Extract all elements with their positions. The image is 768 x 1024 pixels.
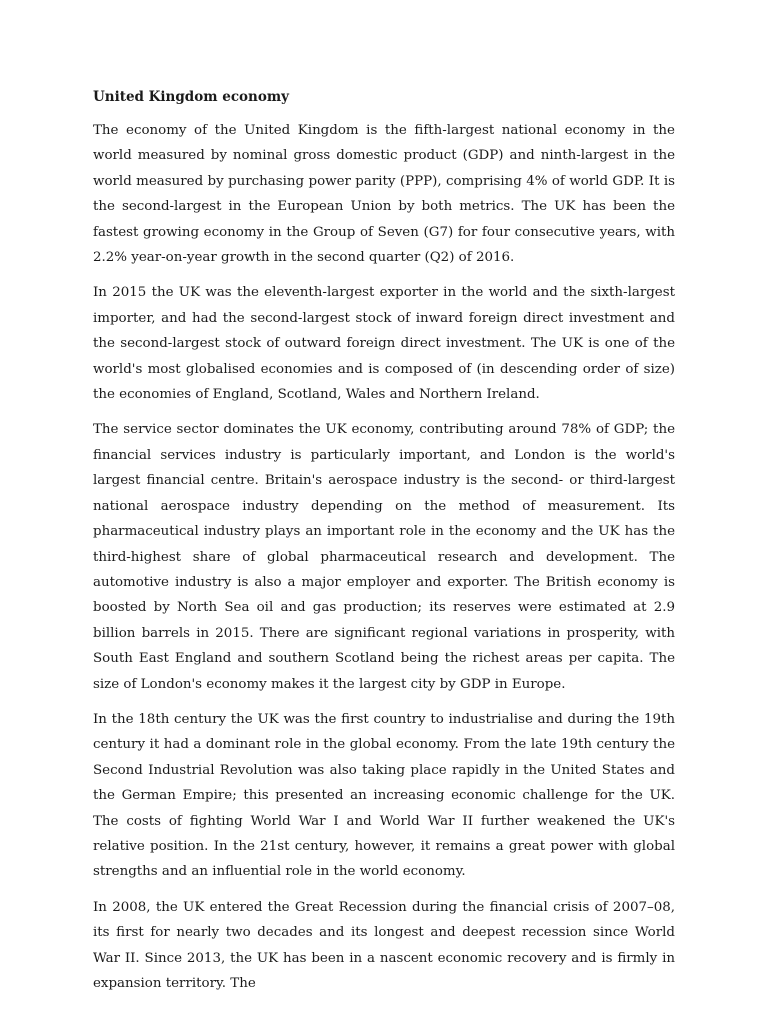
- document-body: [93, 86, 675, 996]
- paragraph-trade-investment: In 2015 the UK was the eleventh-largest exporter in the world and the sixth-largest importer, and had the second-largest stock of inward foreign direct investment and the second-largest stock of outward foreign direct investment. The UK is one of the world's most globalised economies and is composed of (in descending order of size) the economies of England, Scotland, Wales and Northern Ireland.: [93, 285, 675, 403]
- paragraph-gdp-overview: The economy of the United Kingdom is the fifth-largest national economy in the world measured by nominal gross domestic product (GDP) and ninth-largest in the world measured by purchasing power parity (PPP), comprising 4% of world GDP. It is the second-largest in the European Union by both metrics. The UK has been the fastest growing economy in the Group of Seven (G7) for four consecutive years, with 2.2% year-on-year growth in the second quarter (Q2) of 2016.: [93, 123, 675, 266]
- paragraph-history: In the 18th century the UK was the first country to industrialise and during the 19th century it had a dominant role in the global economy. From the late 19th century the Second Industrial Revolution was also taking place rapidly in the United States and the German Empire; this presented an increasing economic challenge for the UK. The costs of fighting World War I and World War II further weakened the UK's relative position. In the 21st century, however, it remains a great power with global strengths and an influential role in the world economy.: [93, 711, 675, 880]
- document-title: United Kingdom economy: [93, 89, 289, 105]
- paragraph-recession: In 2008, the UK entered the Great Recession during the financial crisis of 2007–08, its first for nearly two decades and its longest and deepest recession since World War II. Since 2013, the UK has been in a nascent economic recovery and is firmly in expansion territory. The: [93, 899, 675, 991]
- paragraph-service-sector: The service sector dominates the UK economy, contributing around 78% of GDP; the financial services industry is particularly important, and London is the world's largest financial centre. Britain's aerospace industry is the second- or third-largest national aerospace industry depending on the method of measurement. Its pharmaceutical industry plays an important role in the economy and the UK has the third-highest share of global pharmaceutical research and development. The automotive industry is also a major employer and exporter. The British economy is boosted by North Sea oil and gas production; its reserves were estimated at 2.9 billion barrels in 2015. There are significant regional variations in prosperity, with South East England and southern Scotland being the richest areas per capita. The size of London's economy makes it the largest city by GDP in Europe.: [93, 422, 675, 692]
